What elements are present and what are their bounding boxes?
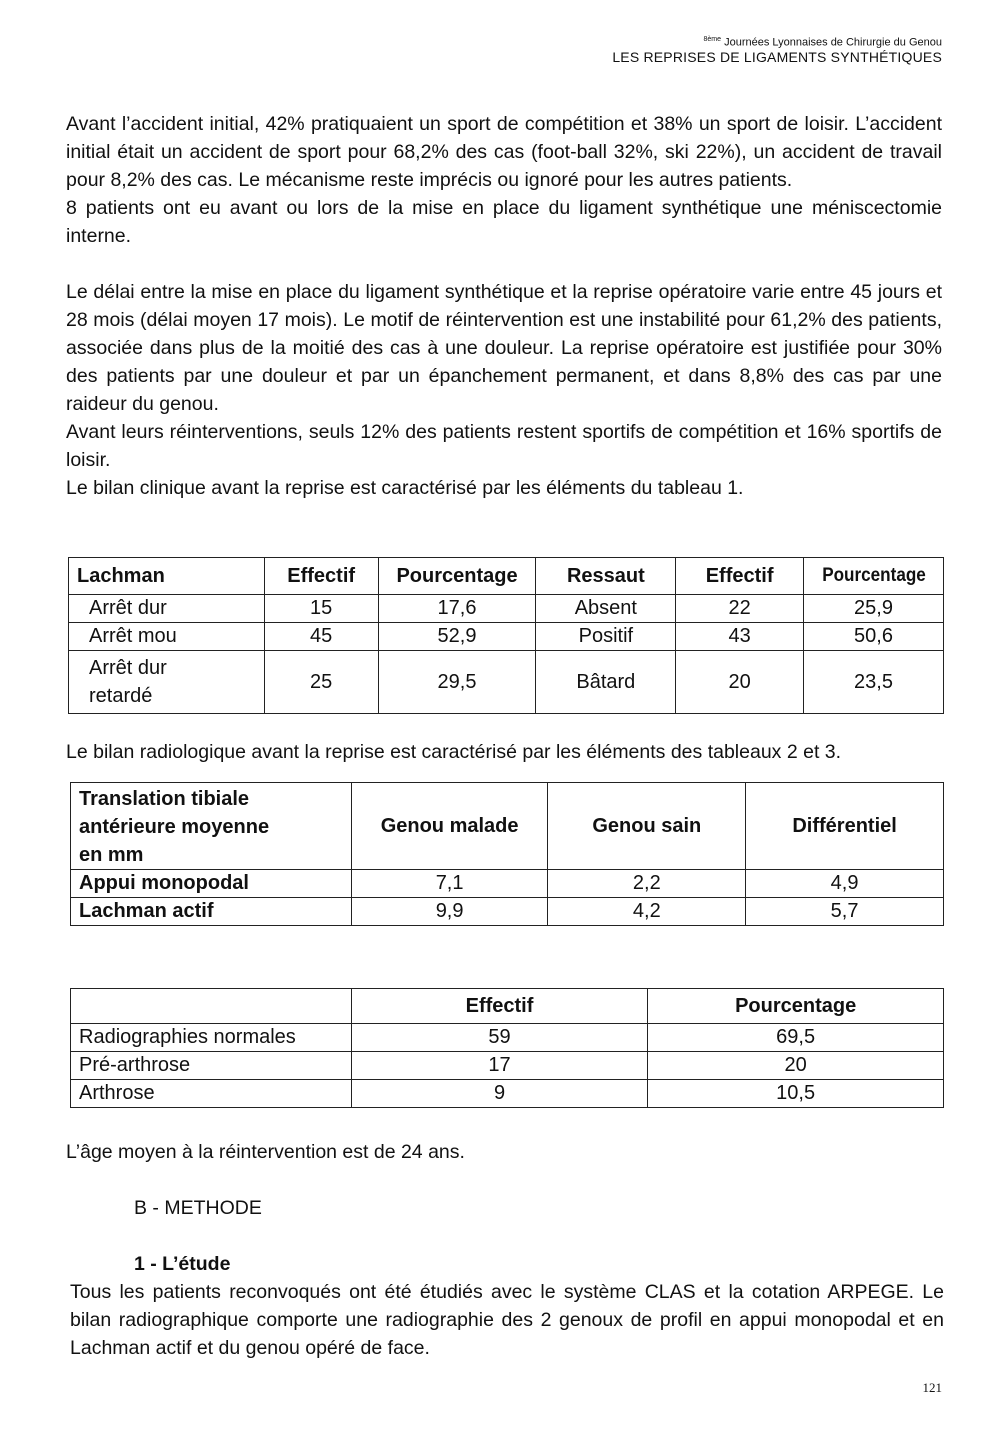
header-ordinal: 8ème (703, 36, 722, 43)
table-cell: 22 (676, 595, 804, 623)
age-text: L’âge moyen à la réintervention est de 24 ans. (66, 1141, 465, 1163)
section-heading-b: B - METHODE (134, 1197, 262, 1219)
table-cell: 4,2 (548, 898, 746, 926)
table-cell: 17,6 (378, 595, 536, 623)
table-cell: Absent (536, 595, 676, 623)
table-cell: 20 (648, 1052, 944, 1080)
table-cell: Arthrose (71, 1080, 352, 1108)
table-cell: 50,6 (804, 623, 944, 651)
table-cell: Appui monopodal (71, 870, 352, 898)
table-row (71, 898, 944, 926)
header-cell: Pourcentage (378, 558, 536, 595)
paragraph-accident: Avant l’accident initial, 42% pratiquaient un sport de compétition et 38% un sport de loisir. L’accident initial était un accident de sport pour 68,2% des cas (foot-ball 32%, ski 22%), un accident de travail pour 8,2% des cas. Le mécanisme reste imprécis ou ignoré pour les autres patients. (66, 113, 942, 191)
paragraph-sport: Avant leurs réinterventions, seuls 12% des patients restent sportifs de compétition et 16% sportifs de loisir. (66, 421, 942, 471)
table-cell: 20 (676, 651, 804, 714)
paragraph-method: Tous les patients reconvoqués ont été étudiés avec le système CLAS et la cotation ARPEGE. Le bilan radiographique comporte une radiographie des 2 genoux de profil en appui monopodal et en Lachman actif et du genou opéré de face. (70, 1281, 944, 1359)
header-conference (342, 36, 942, 49)
paragraph-clinical-intro: Le bilan clinique avant la reprise est caractérisé par les éléments du tableau 1. (66, 477, 744, 499)
page-number: 121 (922, 1380, 942, 1395)
body-text (66, 110, 942, 502)
table-cell: 25,9 (804, 595, 944, 623)
table-cell: 25 (264, 651, 378, 714)
running-header (342, 36, 942, 65)
table-cell: Lachman actif (71, 898, 352, 926)
table-cell: 15 (264, 595, 378, 623)
table-row (69, 595, 944, 623)
paragraph-delay: Le délai entre la mise en place du ligament synthétique et la reprise opératoire varie entre 45 jours et 28 mois (délai moyen 17 mois). Le motif de réintervention est une instabilité pour 61,2% des patients, associée dans plus de la moitié des cas à une douleur. La reprise opératoire est justifiée pour 30% des patients par une douleur et par un épanchement permanent, et dans 8,8% des cas par une raideur du genou. (66, 281, 942, 415)
table-row (71, 1052, 944, 1080)
header-conference-title: Journées Lyonnaises de Chirurgie du Genou (721, 36, 942, 49)
table-cell: Arrêt mou (69, 623, 265, 651)
header-cell: Différentiel (746, 783, 944, 870)
table-cell: Arrêt dur (69, 595, 265, 623)
table-cell: 59 (351, 1024, 648, 1052)
table-row (69, 651, 944, 714)
table-cell: 2,2 (548, 870, 746, 898)
table-header-row (69, 558, 944, 595)
header-cell (71, 989, 352, 1024)
header-cell: Genou sain (548, 783, 746, 870)
table-translation (70, 782, 944, 926)
table-row (71, 1080, 944, 1108)
table-cell: 9,9 (351, 898, 548, 926)
table-cell: 52,9 (378, 623, 536, 651)
header-cell: Genou malade (351, 783, 548, 870)
table-cell: 7,1 (351, 870, 548, 898)
table-cell: 23,5 (804, 651, 944, 714)
table-cell: Bâtard (536, 651, 676, 714)
header-cell: Effectif (676, 558, 804, 595)
table-cell: Pré-arthrose (71, 1052, 352, 1080)
table-row (71, 870, 944, 898)
table-cell: 10,5 (648, 1080, 944, 1108)
header-cell: Pourcentage (648, 989, 944, 1024)
table-cell: 4,9 (746, 870, 944, 898)
header-cell: Ressaut (536, 558, 676, 595)
table-cell: Radiographies normales (71, 1024, 352, 1052)
table-cell: 29,5 (378, 651, 536, 714)
table-header-row (71, 783, 944, 870)
table-header-row (71, 989, 944, 1024)
table-row (71, 1024, 944, 1052)
table-cell: Positif (536, 623, 676, 651)
table-cell: 9 (351, 1080, 648, 1108)
subsection-heading-1: 1 - L’étude (134, 1253, 231, 1275)
header-cell: Lachman (69, 558, 265, 595)
header-cell: Effectif (264, 558, 378, 595)
header-chapter-title: LES REPRISES DE LIGAMENTS SYNTHÉTIQUES (612, 49, 942, 66)
table-cell: 69,5 (648, 1024, 944, 1052)
table-radiographs (70, 988, 944, 1108)
table-cell: 17 (351, 1052, 648, 1080)
table-cell: Arrêt dur retardé (69, 651, 265, 714)
table-cell: 5,7 (746, 898, 944, 926)
table-row (69, 623, 944, 651)
radio-intro: Le bilan radiologique avant la reprise est caractérisé par les éléments des tableaux 2 et 3. (66, 741, 842, 763)
paragraph-meniscectomy: 8 patients ont eu avant ou lors de la mise en place du ligament synthétique une méniscectomie interne. (66, 197, 942, 247)
header-cell: Effectif (351, 989, 648, 1024)
table-cell: 43 (676, 623, 804, 651)
header-cell: Translation tibiale antérieure moyenne en mm (71, 783, 352, 870)
header-cell: Pourcentage (811, 558, 937, 595)
table-cell: 45 (264, 623, 378, 651)
table-clinical (68, 557, 944, 714)
